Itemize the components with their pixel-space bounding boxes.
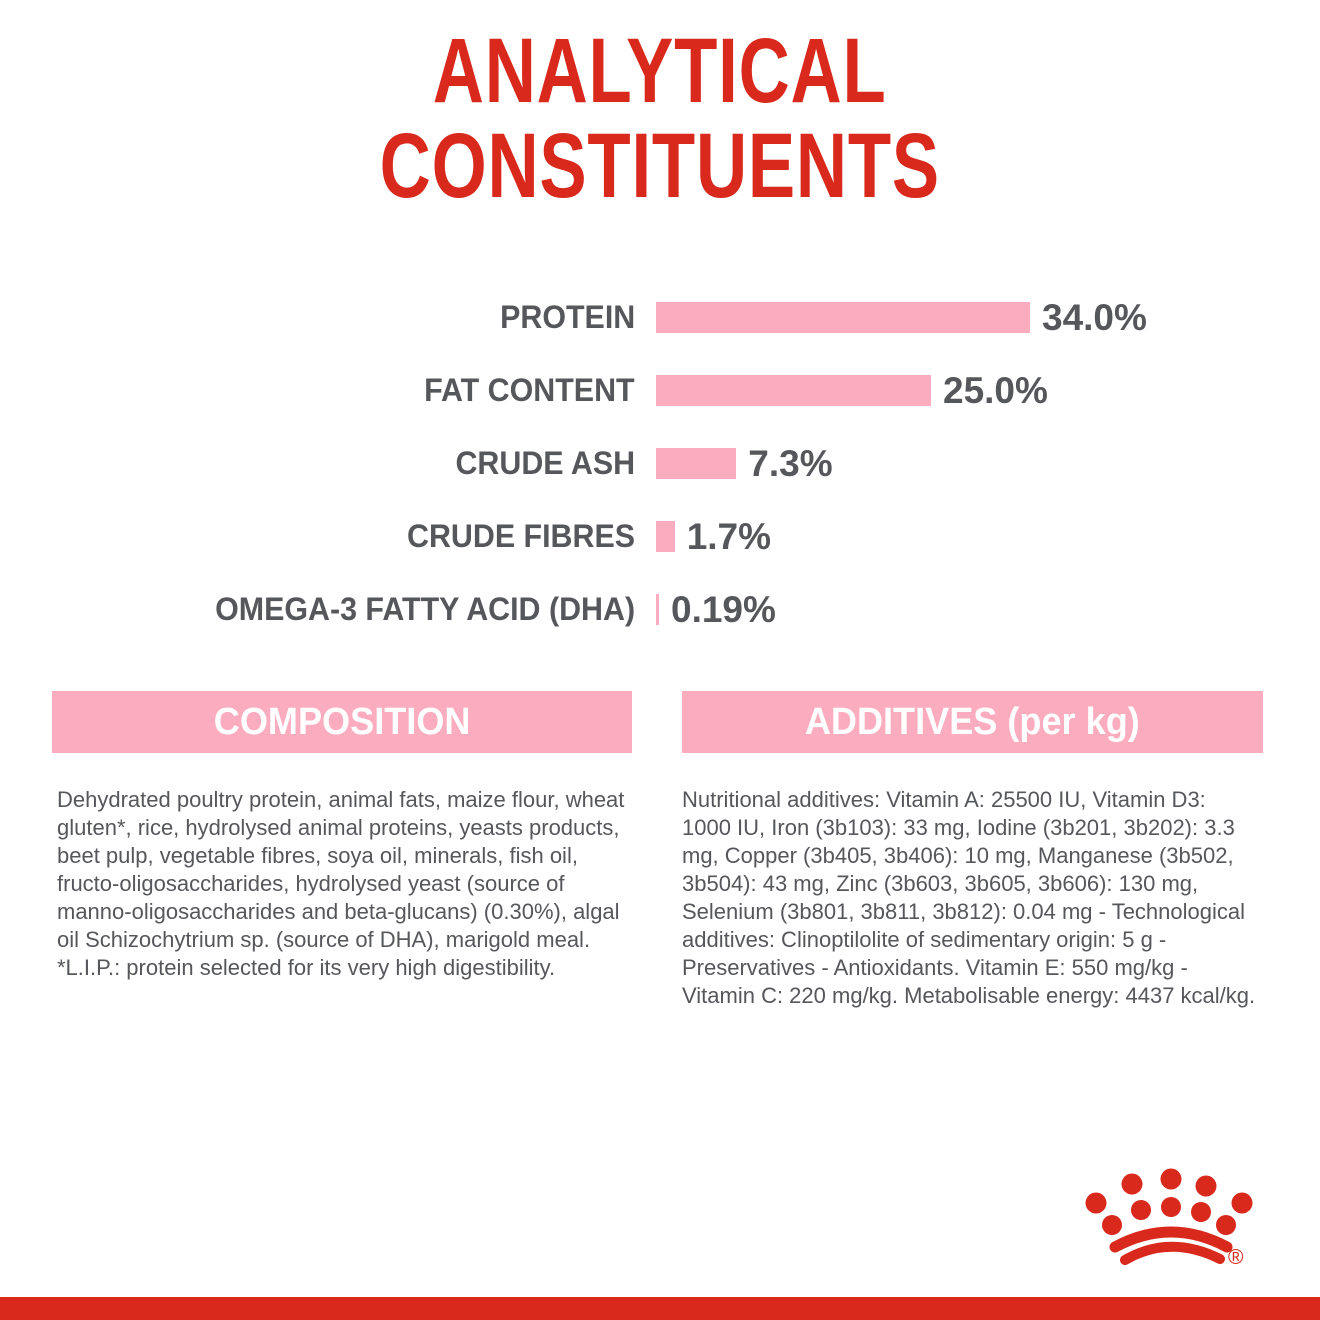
additives-header-label: ADDITIVES (per kg): [805, 700, 1140, 743]
chart-bar: [656, 448, 736, 479]
chart-category-label: FAT CONTENT: [424, 372, 635, 408]
chart-category-label: CRUDE FIBRES: [406, 518, 635, 554]
composition-text: Dehydrated poultry protein, animal fats, maize flour, wheat gluten*, rice, hydrolysed animal proteins, yeasts products, beet pulp, vegetable fibres, soya oil, minerals, fish oil, fructo-oligosaccharides, hydrolysed yeast (source of manno-oligosaccharides and beta-glucans) (0.30%), algal oil Schizochytrium sp. (source of DHA), marigold meal. *L.I.P.: protein selected for its very high digestibility.: [57, 787, 625, 980]
crown-arcs: [1115, 1232, 1227, 1260]
registered-trademark-symbol: ®: [1228, 1246, 1244, 1269]
chart-bar: [656, 521, 675, 552]
additives-text: Nutritional additives: Vitamin A: 25500 IU, Vitamin D3: 1000 IU, Iron (3b103): 33 mg, Iodine (3b201, 3b202): 3.3 mg, Copper (3b405, 3b406): 10 mg, Manganese (3b502, 3b504): 43 mg, Zinc (3b603, 3b605, 3b606): 130 mg, Selenium (3b801, 3b811, 3b812): 0.04 mg - Technological additives: Clinoptilolite of sedimentary origin: 5 g - Preservatives - Antioxidants. Vitamin E: 550 mg/kg - Vitamin C: 220 mg/kg. Metabolisable energy: 4437 kcal/kg.: [682, 787, 1256, 1008]
chart-bar: [656, 594, 659, 625]
chart-category-label: PROTEIN: [499, 299, 635, 335]
chart-value-label: 0.19%: [671, 588, 776, 630]
chart-bar: [656, 302, 1030, 333]
chart-row: [0, 500, 1320, 573]
chart-bar: [656, 375, 931, 406]
page-title-line-1: ANALYTICAL: [433, 20, 887, 122]
bottom-red-bar: [0, 1297, 1320, 1320]
chart-row: [0, 281, 1320, 354]
analytical-constituents-chart: [0, 281, 1320, 646]
chart-category-label: OMEGA-3 FATTY ACID (DHA): [215, 591, 635, 627]
page-title: [0, 20, 1320, 217]
royal-canin-crown-logo: [1080, 1146, 1302, 1281]
page-title-line-2: CONSTITUENTS: [379, 115, 941, 217]
chart-value-label: 7.3%: [748, 442, 833, 484]
chart-row: [0, 573, 1320, 646]
chart-value-label: 25.0%: [943, 369, 1048, 411]
composition-header-label: COMPOSITION: [213, 700, 471, 743]
chart-row: [0, 427, 1320, 500]
chart-row: [0, 354, 1320, 427]
chart-category-label: CRUDE ASH: [455, 445, 635, 481]
chart-value-label: 1.7%: [686, 515, 772, 557]
composition-header-band: [52, 691, 632, 753]
crown-logo-svg: [1080, 1146, 1302, 1281]
additives-header-band: [682, 691, 1263, 753]
chart-value-label: 34.0%: [1042, 296, 1147, 338]
